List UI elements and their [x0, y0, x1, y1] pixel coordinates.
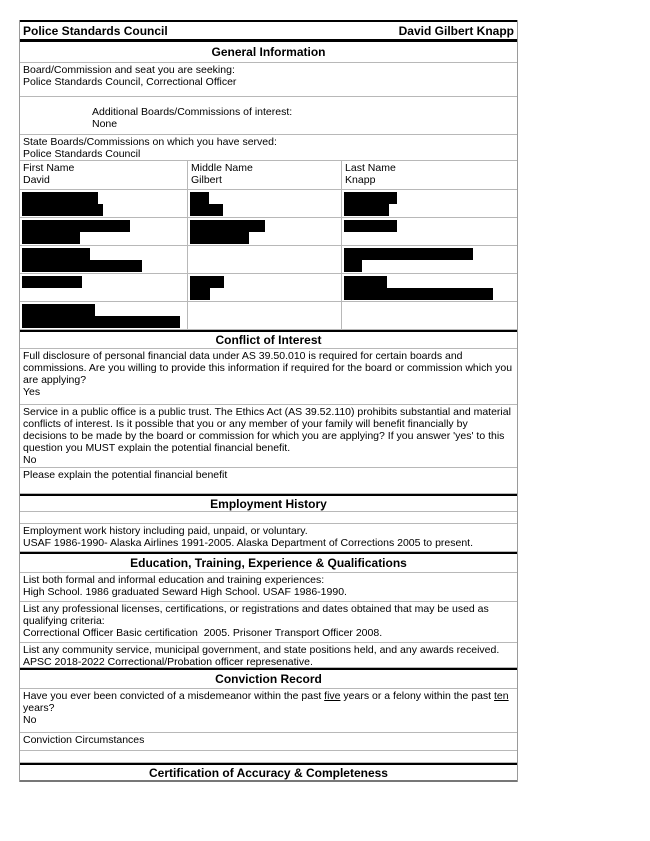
field-value: Police Standards Council [23, 148, 141, 160]
redacted-row [20, 246, 517, 274]
field-value: Police Standards Council, Correctional Officer [23, 76, 237, 88]
question-ethics-act [20, 405, 517, 468]
redacted-field [187, 274, 341, 301]
field-label: Additional Boards/Commissions of interest: [92, 106, 293, 118]
answer-value: No [23, 454, 37, 466]
field-education-experiences [20, 573, 517, 602]
section-header-certification: Certification of Accuracy & Completeness [20, 763, 517, 782]
section-header-conflict-of-interest: Conflict of Interest [20, 330, 517, 349]
field-value: High School. 1986 graduated Seward High School. USAF 1986-1990. [23, 586, 347, 598]
redacted-field [187, 302, 341, 329]
form-title: Police Standards Council [23, 23, 168, 38]
field-value: APSC 2018-2022 Correctional/Probation officer represenative. [23, 656, 313, 668]
applicant-name: David Gilbert Knapp [398, 23, 514, 38]
redacted-row [20, 190, 517, 218]
question-financial-disclosure [20, 349, 517, 405]
field-value: Gilbert [190, 174, 222, 186]
redacted-field [20, 274, 187, 301]
field-state-boards-served [20, 135, 517, 161]
field-label: List both formal and informal education and training experiences: [23, 574, 325, 586]
answer-value: No [23, 714, 37, 726]
field-label: Board/Commission and seat you are seeking: [23, 64, 235, 76]
field-value: Correctional Officer Basic certification 2005. Prisoner Transport Officer 2008. [23, 627, 383, 639]
redacted-field [341, 218, 517, 245]
field-value: Knapp [345, 174, 376, 186]
redacted-field [187, 246, 341, 273]
field-label: List any community service, municipal government, and state positions held, and any awards received. [23, 644, 500, 656]
redacted-row [20, 274, 517, 302]
underlined-word-five: five [324, 690, 341, 702]
field-label: Conviction Circumstances [23, 734, 145, 746]
question-text: Service in a public office is a public trust. The Ethics Act (AS 39.52.110) prohibits substantial and material conflicts of interest. Is it possible that you or any member of your family will benefit financially by decisions to be made by the board or commission for which you are applying? If you answer 'yes' to this question you MUST explain the potential financial benefit. [23, 406, 514, 454]
question-conviction [20, 689, 517, 733]
underlined-word-ten: ten [494, 690, 509, 702]
section-header-conviction-record: Conviction Record [20, 668, 517, 689]
redacted-field [20, 302, 187, 329]
redacted-field [341, 274, 517, 301]
field-label: First Name [23, 162, 75, 174]
redacted-field [187, 190, 341, 217]
field-value: USAF 1986-1990- Alaska Airlines 1991-2005. Alaska Department of Corrections 2005 to present. [23, 537, 474, 549]
field-additional-boards [20, 97, 517, 135]
application-form [19, 20, 518, 782]
field-employment-history [20, 524, 517, 552]
field-licenses-certifications [20, 602, 517, 643]
field-community-service [20, 643, 517, 668]
redacted-row [20, 218, 517, 246]
field-label: Please explain the potential financial benefit [23, 469, 228, 481]
redacted-field [20, 246, 187, 273]
field-label: Last Name [345, 162, 396, 174]
field-label: List any professional licenses, certifications, or registrations and dates obtained that may be used as qualifying criteria: [23, 603, 492, 627]
section-header-education: Education, Training, Experience & Qualifications [20, 552, 517, 573]
question-text: Full disclosure of personal financial data under AS 39.50.010 is required for certain boards and commissions. Are you willing to provide this information if required for the board or commission which you are applying? [23, 350, 515, 386]
redacted-field [341, 302, 517, 329]
section-header-general-information: General Information [20, 42, 517, 63]
field-value: David [23, 174, 50, 186]
field-board-seat [20, 63, 517, 97]
redacted-field [341, 190, 517, 217]
field-label: Employment work history including paid, unpaid, or voluntary. [23, 525, 308, 537]
spacer-row [20, 751, 517, 763]
question-text-part: years or a felony within the past [340, 690, 495, 702]
field-last-name [341, 161, 517, 189]
field-explain-financial-benefit [20, 468, 517, 494]
answer-value: Yes [23, 386, 41, 398]
field-label: State Boards/Commissions on which you have served: [23, 136, 277, 148]
question-text-part: Have you ever been convicted of a misdemeanor within the past [23, 690, 325, 702]
field-conviction-circumstances [20, 733, 517, 751]
spacer-row [20, 512, 517, 524]
section-header-employment-history: Employment History [20, 494, 517, 512]
field-first-name [20, 161, 187, 189]
field-middle-name [187, 161, 341, 189]
redacted-row [20, 302, 517, 330]
field-label: Middle Name [190, 162, 253, 174]
field-value: None [92, 118, 118, 130]
form-title-bar [20, 20, 517, 42]
name-row [20, 161, 517, 190]
question-text-part: years? [23, 690, 512, 714]
redacted-field [20, 218, 187, 245]
redacted-field [341, 246, 517, 273]
redacted-field [187, 218, 341, 245]
redacted-field [20, 190, 187, 217]
